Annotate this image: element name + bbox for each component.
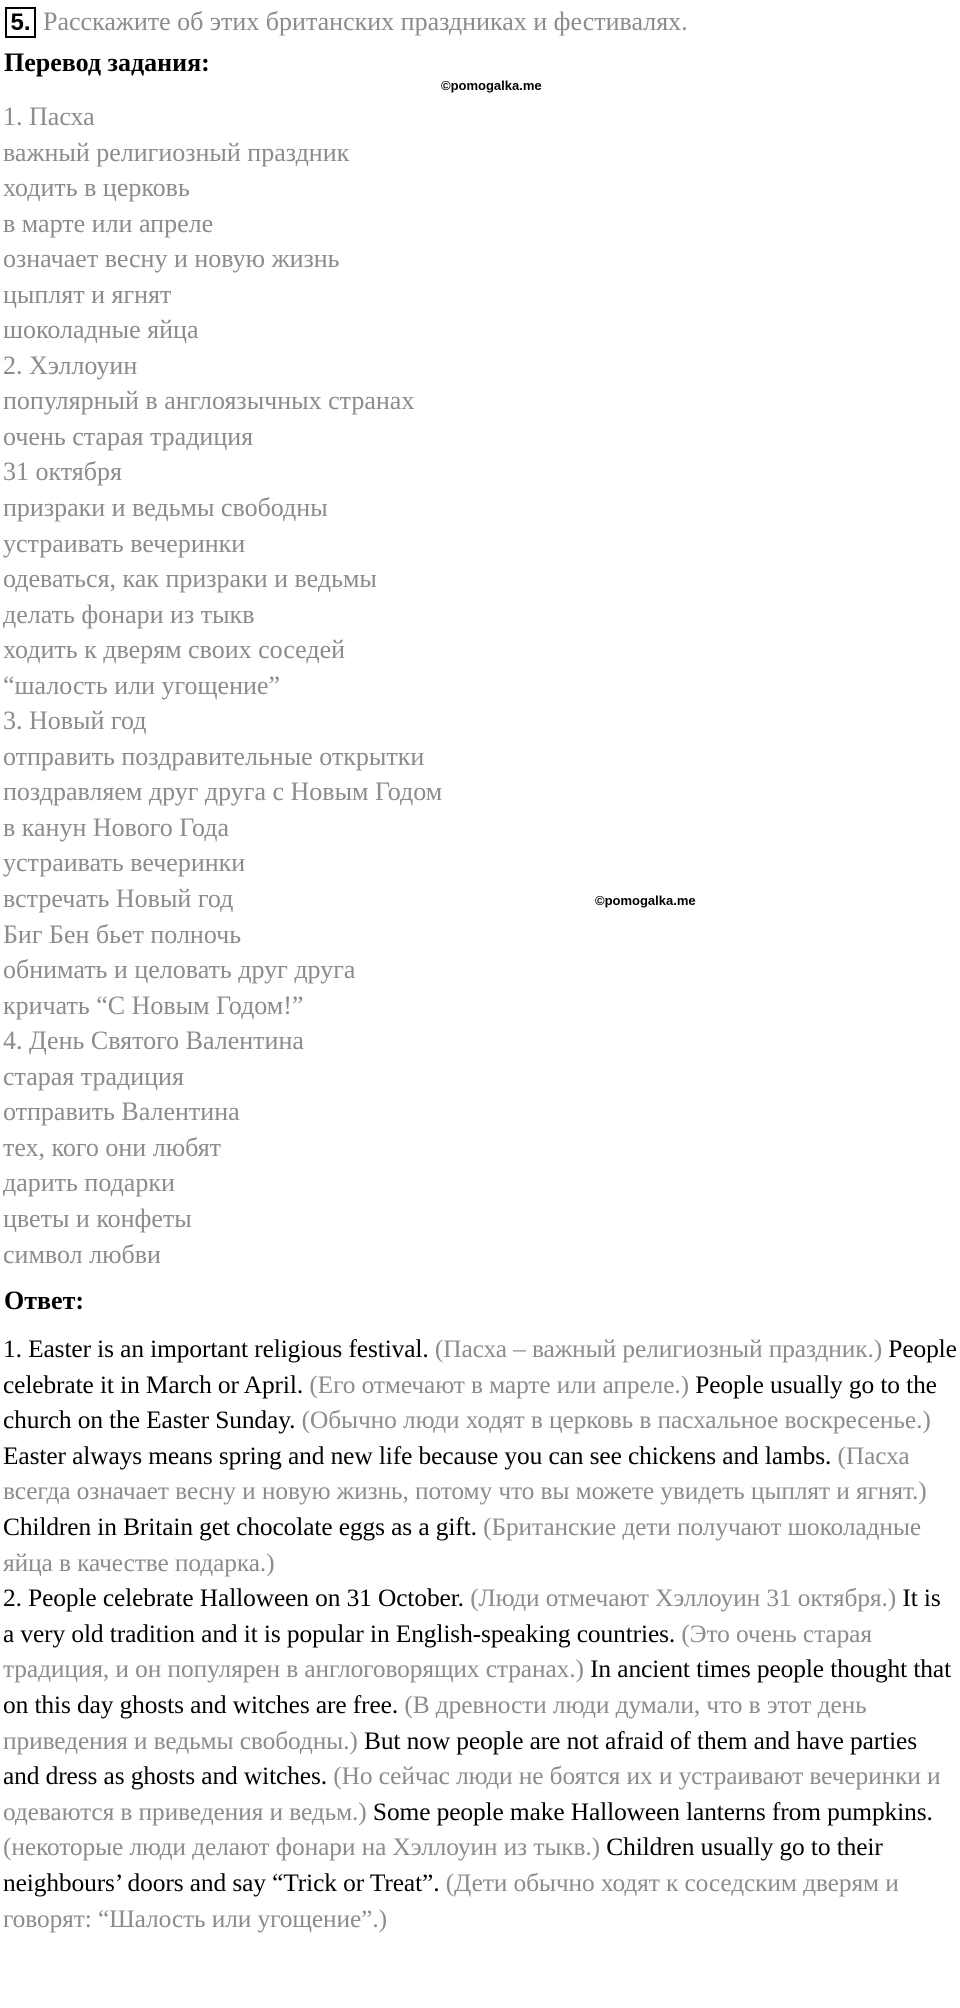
vocab-item: отправить Валентина — [3, 1097, 240, 1127]
vocab-item: одеваться, как призраки и ведьмы — [3, 564, 377, 594]
task-number-box: 5. — [5, 7, 36, 38]
vocab-item: цветы и конфеты — [3, 1203, 192, 1233]
task-header — [5, 6, 688, 38]
vocab-item: тех, кого они любят — [3, 1132, 222, 1162]
english-sentence: Children in Britain get chocolate eggs as a gift. — [3, 1512, 484, 1541]
translation-heading: Перевод задания: — [4, 48, 210, 77]
english-sentence: 1. Easter is an important religious festival. — [3, 1335, 435, 1363]
english-sentence: Easter always means spring and new life because you can see chickens and lambs. — [3, 1441, 838, 1470]
answer-heading: Ответ: — [4, 1286, 85, 1315]
english-sentence: But now people are not afraid of them and have parties and dress as ghosts and witches. — [3, 1726, 917, 1791]
task-text: Расскажите об этих британских праздниках и фестивалях. — [43, 7, 688, 36]
vocab-item: поздравляем друг друга с Новым Годом — [3, 777, 443, 807]
watermark: ©pomogalka.me — [595, 893, 696, 908]
russian-translation: (Британские дети получают шоколадные яйца в качестве подарка.) — [3, 1512, 921, 1577]
vocab-item: ходить в церковь — [3, 173, 190, 203]
english-sentence: 2. People celebrate Halloween on 31 October. — [3, 1584, 471, 1613]
vocab-item: 4. День Святого Валентина — [3, 1026, 304, 1056]
russian-translation: (Люди отмечают Хэллоуин 31 октября.) — [470, 1584, 903, 1613]
english-sentence: People usually go to the church on the Easter Sunday. — [3, 1370, 937, 1435]
english-sentence: People celebrate it in March or April. — [3, 1335, 957, 1399]
vocab-item: “шалость или угощение” — [3, 670, 280, 700]
watermark: ©pomogalka.me — [441, 78, 542, 93]
vocab-item: популярный в англоязычных странах — [3, 386, 415, 416]
vocab-item: Биг Бен бьет полночь — [3, 919, 242, 949]
vocab-list — [3, 99, 442, 1272]
vocab-item: 1. Пасха — [3, 102, 95, 131]
vocab-item: 3. Новый год — [3, 706, 147, 736]
vocab-item: важный религиозный праздник — [3, 137, 350, 167]
english-sentence: Children usually go to their neighbours’ doors and say “Trick or Treat”. — [3, 1833, 883, 1897]
vocab-item: 2. Хэллоуин — [3, 350, 138, 380]
vocab-item: в марте или апреле — [3, 208, 214, 238]
answer-body — [3, 1332, 958, 1937]
russian-translation: (Пасха всегда означает весну и новую жизнь, потому что вы можете увидеть цыплят и ягнят.) — [3, 1441, 927, 1506]
vocab-item: встречать Новый год — [3, 884, 234, 914]
answer-paragraph-halloween — [3, 1581, 958, 1937]
vocab-item: очень старая традиция — [3, 421, 254, 451]
russian-translation: (Его отмечают в марте или апреле.) — [309, 1370, 696, 1399]
answer-paragraph-easter — [3, 1332, 958, 1581]
russian-translation: (Пасха – важный религиозный праздник.) — [434, 1335, 889, 1363]
russian-translation: (Обычно люди ходят в церковь в пасхальное воскресенье.) — [301, 1406, 931, 1435]
vocab-item: старая традиция — [3, 1061, 184, 1091]
vocab-item: делать фонари из тыкв — [3, 599, 255, 629]
english-sentence: Some people make Halloween lanterns from pumpkins. — [372, 1797, 933, 1826]
vocab-item: устраивать вечеринки — [3, 848, 246, 878]
russian-translation: (В древности люди думали, что в этот день приведения и ведьмы свободны.) — [3, 1690, 867, 1755]
english-sentence: It is a very old tradition and it is popular in English-speaking countries. — [3, 1584, 941, 1648]
vocab-item: призраки и ведьмы свободны — [3, 493, 328, 523]
english-sentence: In ancient times people thought that on this day ghosts and witches are free. — [3, 1655, 952, 1719]
vocab-item: в канун Нового Года — [3, 812, 230, 842]
vocab-item: символ любви — [3, 1239, 161, 1269]
russian-translation: (Это очень старая традиция, и он популярен в англоговорящих странах.) — [3, 1619, 872, 1684]
vocab-item: означает весну и новую жизнь — [3, 244, 340, 274]
vocab-item: кричать “С Новым Годом!” — [3, 990, 304, 1020]
russian-translation: (Дети обычно ходят к соседским дверям и говорят: “Шалость или угощение”.) — [3, 1868, 899, 1933]
vocab-item: дарить подарки — [3, 1168, 175, 1198]
vocab-item: отправить поздравительные открытки — [3, 741, 425, 771]
vocab-item: шоколадные яйца — [3, 315, 199, 345]
vocab-item: цыплят и ягнят — [3, 279, 172, 309]
vocab-item: обнимать и целовать друг друга — [3, 955, 356, 985]
russian-translation: (некоторые люди делают фонари на Хэллоуин из тыкв.) — [3, 1833, 607, 1862]
russian-translation: (Но сейчас люди не боятся их и устраивают вечеринки и одеваются в приведения и ведьм.) — [3, 1762, 941, 1826]
vocab-item: 31 октября — [3, 457, 122, 487]
vocab-item: устраивать вечеринки — [3, 528, 246, 558]
vocab-item: ходить к дверям своих соседей — [3, 635, 346, 665]
